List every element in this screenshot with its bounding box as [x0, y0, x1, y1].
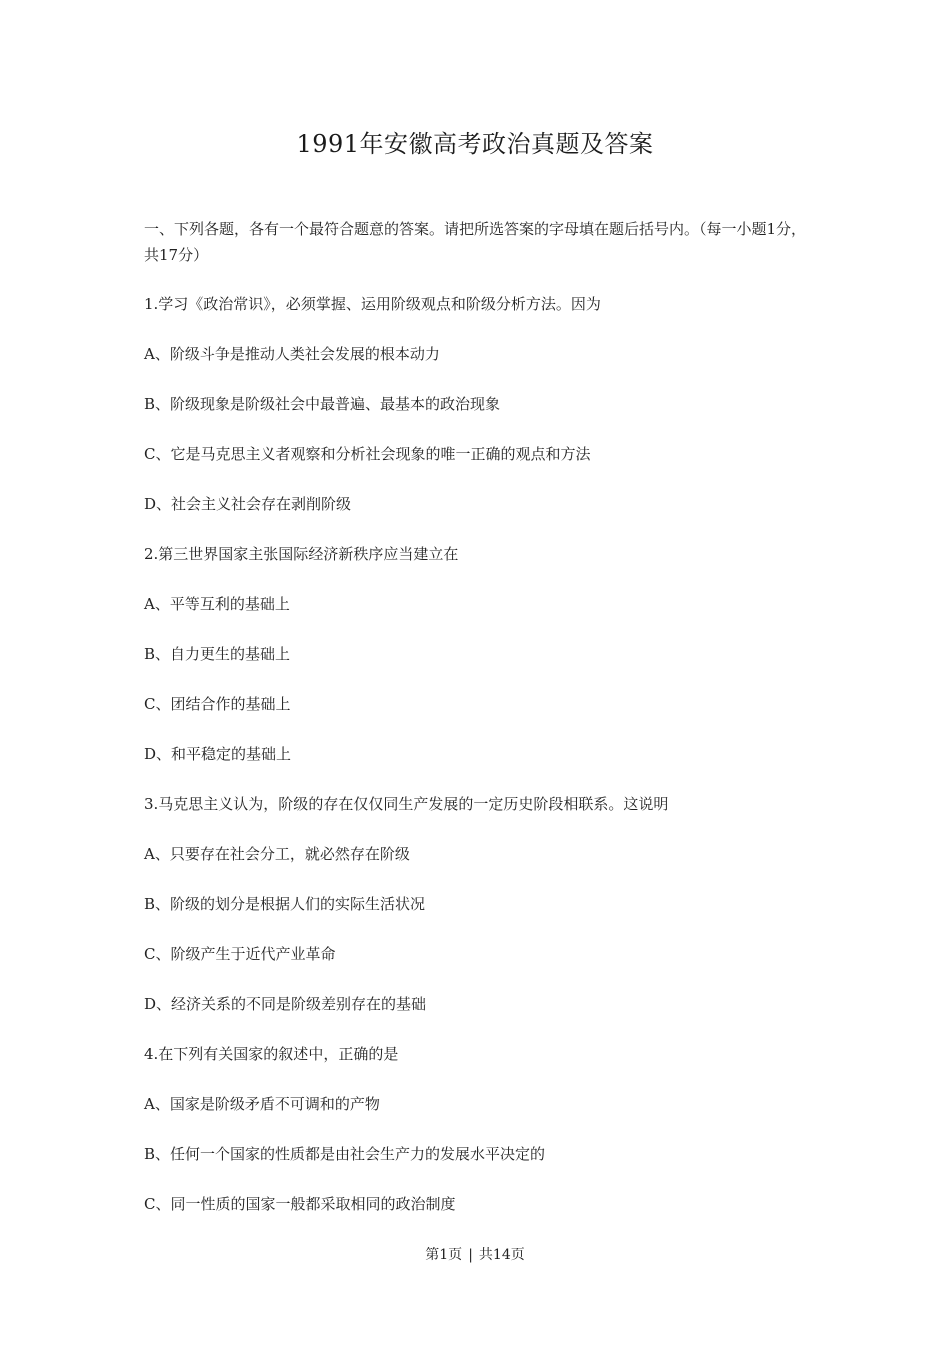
footer-separator: |: [468, 1247, 473, 1263]
question-3-option-b: B、阶级的划分是根据人们的实际生活状况: [144, 895, 426, 913]
question-2-option-c: C、团结合作的基础上: [144, 695, 291, 713]
question-2-option-d: D、和平稳定的基础上: [144, 745, 292, 763]
question-2-stem: 2.第三世界国家主张国际经济新秩序应当建立在: [144, 545, 459, 563]
question-4-option-b: B、任何一个国家的性质都是由社会生产力的发展水平决定的: [144, 1145, 546, 1163]
page-number: 第1页: [425, 1247, 463, 1263]
question-2-option-b: B、自力更生的基础上: [144, 645, 291, 663]
question-4-option-a: A、国家是阶级矛盾不可调和的产物: [144, 1095, 380, 1113]
question-1-option-b: B、阶级现象是阶级社会中最普遍、最基本的政治现象: [144, 395, 501, 413]
question-3-stem: 3.马克思主义认为，阶级的存在仅仅同生产发展的一定历史阶段相联系。这说明: [144, 795, 669, 813]
question-1-stem: 1.学习《政治常识》，必须掌握、运用阶级观点和阶级分析方法。因为: [144, 295, 601, 313]
question-3-option-c: C、阶级产生于近代产业革命: [144, 945, 336, 963]
question-2-option-a: A、平等互利的基础上: [144, 595, 290, 613]
question-4-stem: 4.在下列有关国家的叙述中，正确的是: [144, 1045, 399, 1063]
total-pages: 共14页: [478, 1247, 525, 1263]
question-3-option-a: A、只要存在社会分工，就必然存在阶级: [144, 845, 410, 863]
document-title: 1991年安徽高考政治真题及答案: [296, 130, 654, 158]
page-footer: [0, 1244, 950, 1264]
question-4-option-c: C、同一性质的国家一般都采取相同的政治制度: [144, 1195, 456, 1213]
question-1-option-a: A、阶级斗争是推动人类社会发展的根本动力: [144, 345, 440, 363]
section-intro: 一、下列各题，各有一个最符合题意的答案。请把所选答案的字母填在题后括号内。（每一小题1分，共17分）: [144, 220, 807, 264]
question-3-option-d: D、经济关系的不同是阶级差别存在的基础: [144, 995, 427, 1013]
question-1-option-d: D、社会主义社会存在剥削阶级: [144, 495, 352, 513]
question-1-option-c: C、它是马克思主义者观察和分析社会现象的唯一正确的观点和方法: [144, 445, 591, 463]
